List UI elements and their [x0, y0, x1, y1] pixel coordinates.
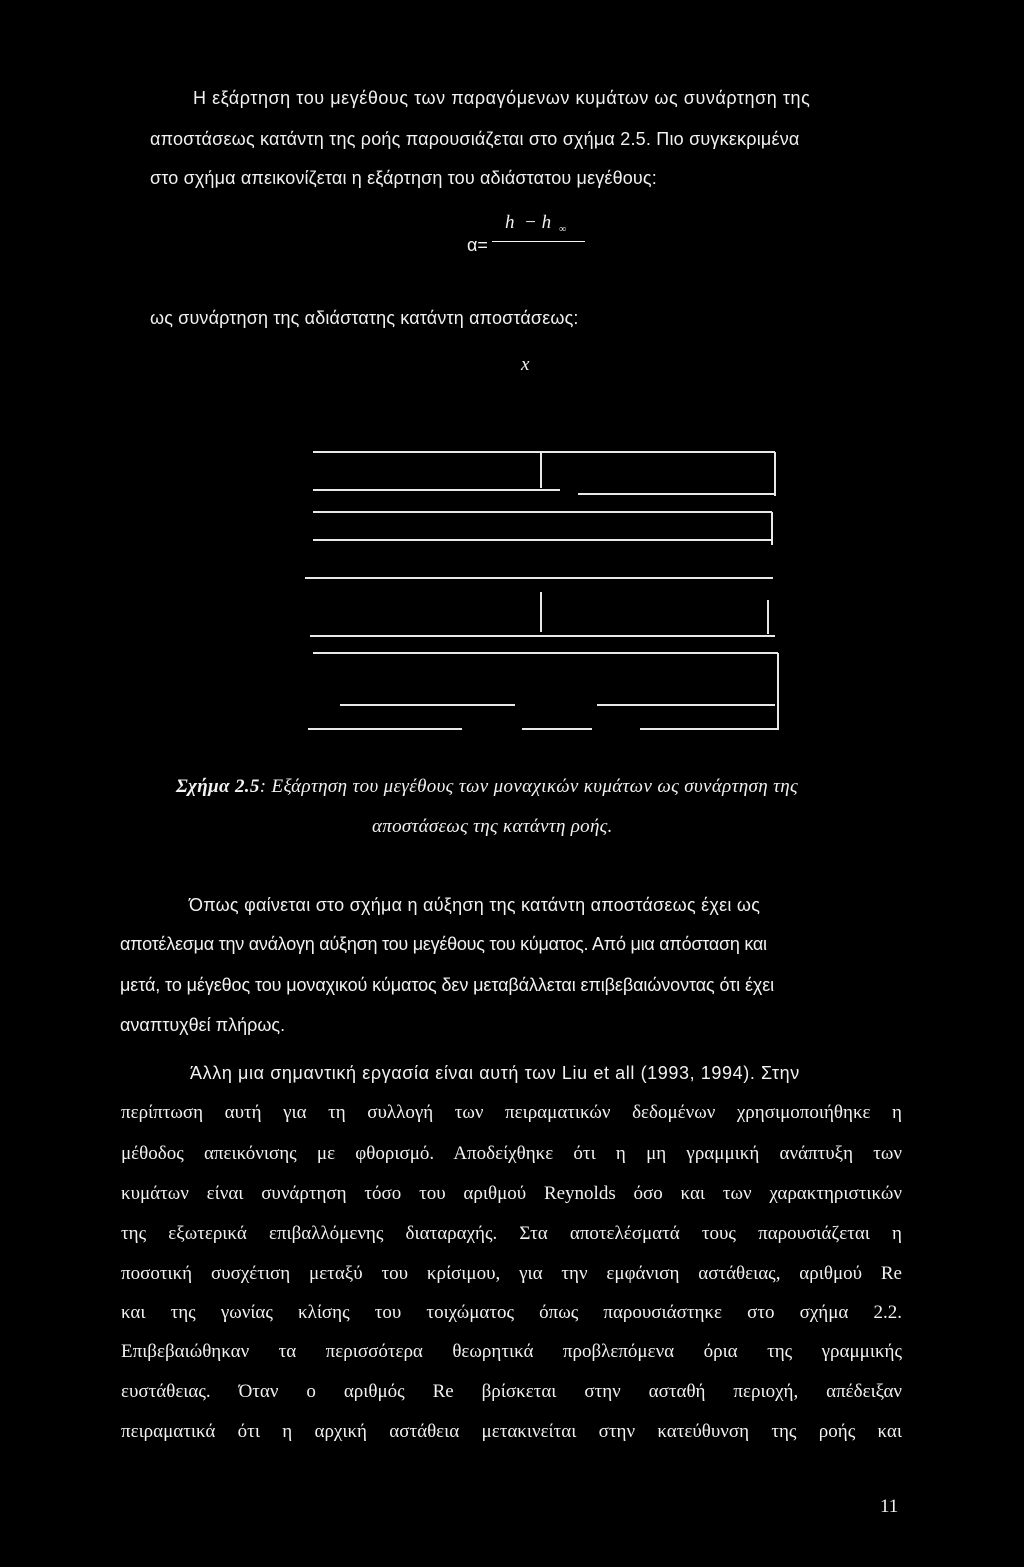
paragraph-4-line-3: μέθοδος απεικόνισης με φθορισμό. Αποδείχθηκε ότι η μη γραμμική ανάπτυξη των [121, 1143, 902, 1164]
formula-x: x [521, 354, 530, 375]
formula-alpha-lhs: α= [467, 235, 488, 255]
paragraph-1-line-3: στο σχήμα απεικονίζεται η εξάρτηση του αδιάστατου μεγέθους: [150, 168, 657, 188]
page-number: 11 [880, 1496, 899, 1517]
paragraph-4-line-6: ποσοτική συσχέτιση μεταξύ του κρίσιμου, για την εμφάνιση αστάθειας, αριθμού Re [121, 1263, 902, 1284]
figure-caption-line-2: αποστάσεως της κατάντη ροής. [372, 816, 613, 837]
paragraph-4-line-8: Επιβεβαιώθηκαν τα περισσότερα θεωρητικά προβλεπόμενα όρια της γραμμικής [121, 1341, 902, 1362]
paragraph-4-line-1: Άλλη μια σημαντική εργασία είναι αυτή των Liu et all (1993, 1994). Στην [190, 1063, 800, 1083]
figure-caption [176, 775, 798, 799]
figure-caption-text: : Εξάρτηση του μεγέθους των μοναχικών κυμάτων ως συνάρτηση της [259, 776, 799, 797]
paragraph-4-line-2: περίπτωση αυτή για τη συλλογή των πειραματικών δεδομένων χρησιμοποιήθηκε η [121, 1102, 902, 1123]
formula-alpha-numerator: h − h [505, 212, 552, 233]
formula-alpha-subscript: ∞ [559, 224, 567, 235]
paragraph-4-line-7: και της γωνίας κλίσης του τοιχώματος όπως παρουσιάστηκε στο σχήμα 2.2. [121, 1302, 902, 1323]
paragraph-3-line-1: Όπως φαίνεται στο σχήμα η αύξηση της κατάντη αποστάσεως έχει ως [189, 895, 761, 915]
figure-caption-label: Σχήμα 2.5 [176, 776, 260, 797]
paragraph-4-line-9: ευστάθειας. Όταν ο αριθμός Re βρίσκεται στην ασταθή περιοχή, απέδειξαν [121, 1381, 902, 1402]
paragraph-1-line-1: Η εξάρτηση του μεγέθους των παραγόμενων κυμάτων ως συνάρτηση της [193, 88, 811, 108]
paragraph-3-line-4: αναπτυχθεί πλήρως. [120, 1015, 286, 1035]
paragraph-4-line-4: κυμάτων είναι συνάρτηση τόσο του αριθμού Reynolds όσο και των χαρακτηριστικών [121, 1183, 902, 1204]
figure-2-5 [0, 0, 1024, 760]
paragraph-4-line-5: της εξωτερικά επιβαλλόμενης διαταραχής. Στα αποτελέσματά τους παρουσιάζεται η [121, 1223, 902, 1244]
paragraph-3-line-2: αποτέλεσμα την ανάλογη αύξηση του μεγέθους του κύματος. Από μια απόσταση και [120, 934, 767, 954]
paragraph-4-line-10: πειραματικά ότι η αρχική αστάθεια μετακινείται στην κατεύθυνση της ροής και [121, 1421, 902, 1442]
paragraph-2-line: ως συνάρτηση της αδιάστατης κατάντη αποστάσεως: [150, 308, 579, 328]
paragraph-3-line-3: μετά, το μέγεθος του μοναχικού κύματος δεν μεταβάλλεται επιβεβαιώνοντας ότι έχει [120, 975, 775, 995]
paragraph-1-line-2: αποστάσεως κατάντη της ροής παρουσιάζεται στο σχήμα 2.5. Πιο συγκεκριμένα [150, 129, 800, 149]
